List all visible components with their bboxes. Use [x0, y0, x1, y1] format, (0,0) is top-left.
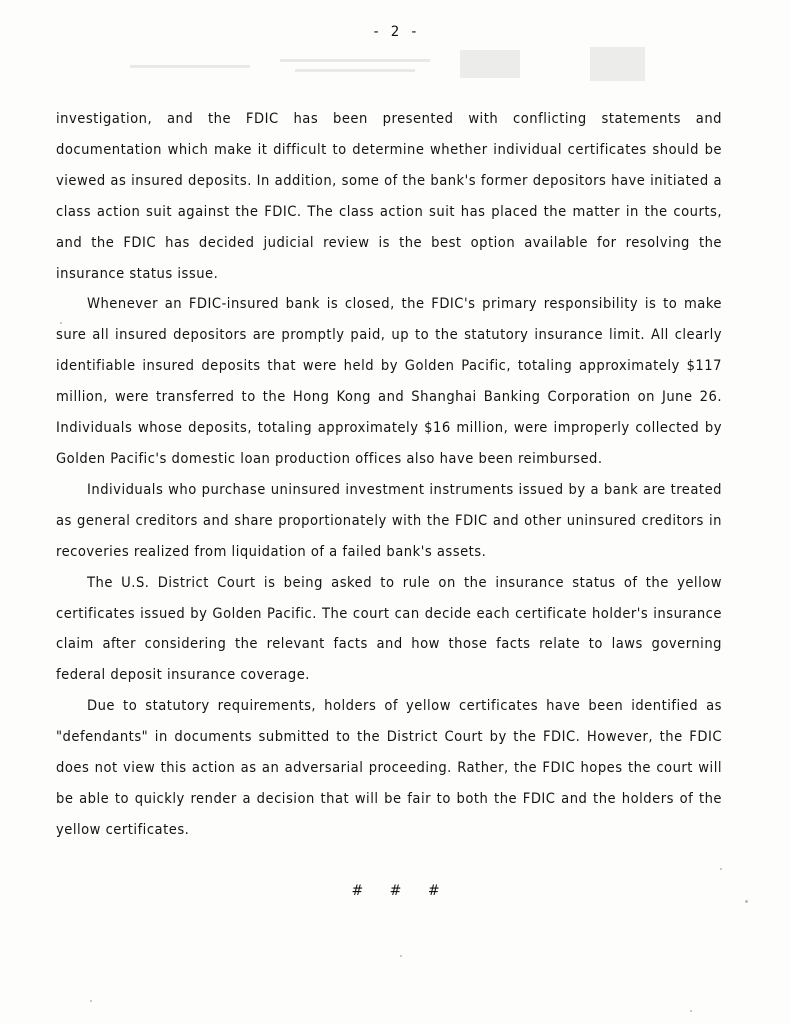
- paragraph-statutory-requirements: Due to statutory requirements, holders of yellow certificates have been identified as "defendants" in documents submitted to the District Court by the FDIC. However, the FDIC does not view this action as an adversarial proceeding. Rather, the FDIC hopes the court will be able to quickly render a decision that will be fair to both the FDIC and the holders of the yellow certificates.: [56, 697, 722, 838]
- letter-body: [56, 104, 722, 846]
- paragraph-insured-depositors: Whenever an FDIC-insured bank is closed, the FDIC's primary responsibility is to make sure all insured depositors are promptly paid, up to the statutory insurance limit. All clearly identifiable insured deposits that were held by Golden Pacific, totaling approximately $117 million, were transferred to the Hong Kong and Shanghai Banking Corporation on June 26. Individuals whose deposits, totaling approximately $16 million, were improperly collected by Golden Pacific's domestic loan production offices also have been reimbursed.: [56, 295, 722, 467]
- scan-speck: [720, 868, 722, 870]
- scan-speck: [690, 1010, 692, 1012]
- bleed-through-artifact: [120, 45, 680, 90]
- end-mark: # # #: [351, 883, 440, 899]
- paragraph-continuation: investigation, and the FDIC has been presented with conflicting statements and documentation which make it difficult to determine whether individual certificates should be viewed as insured deposits. In addition, some of the bank's former depositors have initiated a class action suit against the FDIC. The class action suit has placed the matter in the courts, and the FDIC has decided judicial review is the best option available for resolving the insurance status issue.: [56, 110, 722, 282]
- scan-speck: [745, 900, 748, 903]
- paragraph-uninsured-instruments: Individuals who purchase uninsured investment instruments issued by a bank are treated as general creditors and share proportionately with the FDIC and other uninsured creditors in recoveries realized from liquidation of a failed bank's assets.: [56, 480, 722, 560]
- scan-speck: [90, 1000, 92, 1002]
- scan-speck: [60, 322, 62, 324]
- scan-speck: [400, 955, 402, 957]
- paragraph-district-court: The U.S. District Court is being asked to rule on the insurance status of the yellow certificates issued by Golden Pacific. The court can decide each certificate holder's insurance claim after considering the relevant facts and how those facts relate to laws governing federal deposit insurance coverage.: [56, 573, 722, 684]
- page-number: - 2 -: [371, 24, 420, 40]
